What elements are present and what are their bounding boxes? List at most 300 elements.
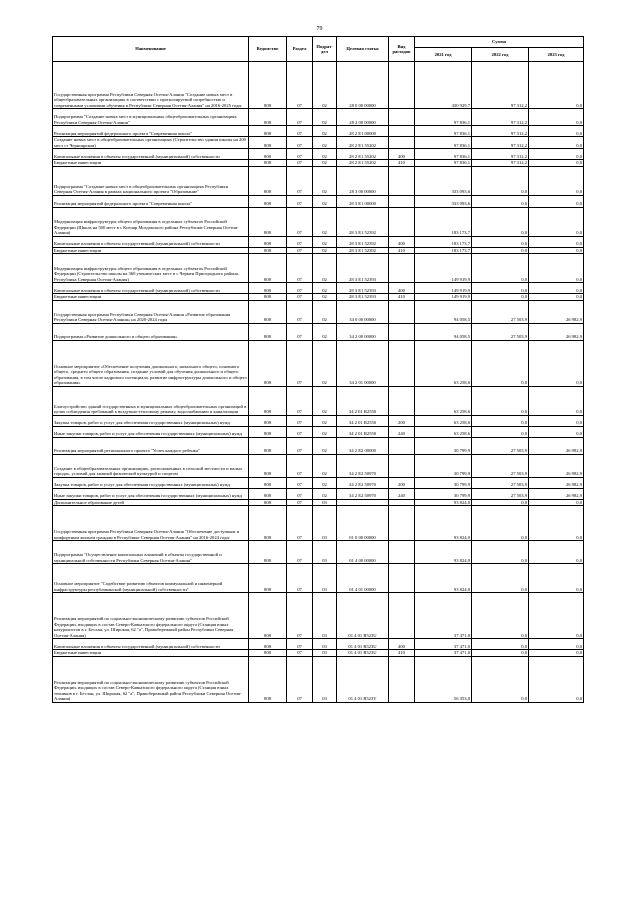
cell-2021: 97 836,1: [415, 149, 472, 160]
cell-podrazdel: 03: [313, 639, 337, 650]
cell-name: Государственная программа Республики Северная Осетия-Алания "Обеспечение доступным и комфортным жильем граждан в Республике Северная Осетия-Алания" на 2016-2024 годы: [53, 506, 249, 541]
cell-2022: 27 503,9: [472, 454, 529, 477]
cell-2023: 0,0: [529, 236, 584, 247]
cell-target-article: 34 2 01 00000: [337, 340, 389, 386]
cell-expense-type: [389, 300, 415, 323]
cell-razdel: 07: [287, 437, 313, 454]
cell-2022: 0,0: [472, 247, 529, 254]
cell-2023: 0,0: [529, 499, 584, 506]
cell-razdel: 07: [287, 236, 313, 247]
cell-expense-type: [389, 340, 415, 386]
cell-expense-type: 200: [389, 477, 415, 488]
cell-razdel: 07: [287, 323, 313, 340]
cell-2023: 26 982,9: [529, 477, 584, 488]
table-row: [53, 323, 584, 340]
cell-podrazdel: 03: [313, 541, 337, 564]
cell-razdel: 07: [287, 195, 313, 207]
header-expense-type: Вид расходов: [389, 37, 415, 62]
cell-2021: 94 058,5: [415, 323, 472, 340]
header-summa: Сумма: [415, 37, 584, 48]
cell-2023: 0,0: [529, 639, 584, 650]
cell-vedomstvo: 808: [249, 639, 287, 650]
cell-razdel: 07: [287, 426, 313, 437]
header-target-article: Целевая статья: [337, 37, 389, 62]
cell-2023: 0,0: [529, 109, 584, 126]
table-row: [53, 236, 584, 247]
cell-vedomstvo: 808: [249, 236, 287, 247]
cell-podrazdel: 02: [313, 437, 337, 454]
cell-target-article: 34 2 01 R2550: [337, 386, 389, 415]
cell-2023: 0,0: [529, 340, 584, 386]
cell-name: Дополнительное образование детей: [53, 499, 249, 506]
cell-2021: 30 799,9: [415, 437, 472, 454]
table-row: [53, 386, 584, 415]
cell-expense-type: [389, 454, 415, 477]
cell-2022: 0,0: [472, 426, 529, 437]
cell-name: Бюджетные инвестиции: [53, 650, 249, 657]
cell-name: Подпрограмма "Создание новых мест в общеобразовательных организациях Республики Северная Осетия-Алания в рамках национального проекта "Образование": [53, 166, 249, 195]
cell-2023: 26 982,9: [529, 488, 584, 499]
cell-razdel: 07: [287, 109, 313, 126]
cell-2022: 0,0: [472, 506, 529, 541]
cell-vedomstvo: 808: [249, 195, 287, 207]
cell-2021: 93 824,0: [415, 541, 472, 564]
table-row: [53, 166, 584, 195]
cell-target-article: 28 3 E1 52393: [337, 294, 389, 301]
cell-target-article: 34 0 00 00000: [337, 300, 389, 323]
cell-target-article: 34 2 E2 50970: [337, 477, 389, 488]
cell-2022: 0,0: [472, 415, 529, 426]
cell-name: Бюджетные инвестиции: [53, 160, 249, 167]
cell-2023: 0,0: [529, 160, 584, 167]
cell-vedomstvo: 808: [249, 386, 287, 415]
cell-target-article: 28 2 E1 55202: [337, 160, 389, 167]
table-row: [53, 340, 584, 386]
cell-razdel: 07: [287, 137, 313, 149]
cell-2022: 27 503,9: [472, 437, 529, 454]
cell-2023: 0,0: [529, 564, 584, 593]
cell-2023: 0,0: [529, 207, 584, 236]
table-row: [53, 506, 584, 541]
cell-expense-type: [389, 109, 415, 126]
table-row: [53, 656, 584, 702]
cell-expense-type: 200: [389, 415, 415, 426]
cell-2022: 0,0: [472, 386, 529, 415]
cell-2022: 97 312,2: [472, 149, 529, 160]
cell-2023: 0,0: [529, 386, 584, 415]
cell-vedomstvo: 808: [249, 300, 287, 323]
cell-name: Подпрограмма «Развитие дошкольного и общего образования»: [53, 323, 249, 340]
cell-name: Реализация мероприятий федерального проекта "Современная школа": [53, 195, 249, 207]
cell-vedomstvo: 808: [249, 109, 287, 126]
cell-expense-type: [389, 195, 415, 207]
cell-podrazdel: 03: [313, 564, 337, 593]
cell-razdel: 07: [287, 126, 313, 137]
cell-target-article: 34 2 01 R2550: [337, 415, 389, 426]
cell-razdel: 07: [287, 564, 313, 593]
cell-vedomstvo: 808: [249, 149, 287, 160]
cell-vedomstvo: 808: [249, 593, 287, 639]
cell-podrazdel: 02: [313, 62, 337, 109]
cell-name: Реализация мероприятий по социально-экономическому развитию субъектов Российской Федерации, входящих в состав Северо-Кавказского федерального округа (Станция юных техников в г. Беслан, ул. Широкая, 62 "а", Правобережный район Республики Северная Осетия-Алания): [53, 656, 249, 702]
cell-podrazdel: 02: [313, 236, 337, 247]
cell-vedomstvo: 808: [249, 207, 287, 236]
cell-target-article: 28 2 E1 55202: [337, 149, 389, 160]
cell-2021: 149 919,9: [415, 283, 472, 294]
cell-vedomstvo: 808: [249, 283, 287, 294]
table-row: [53, 593, 584, 639]
cell-razdel: 07: [287, 415, 313, 426]
cell-target-article: 01 0 00 00000: [337, 506, 389, 541]
cell-name: Государственная программа Республики Северная Осетия-Алания "Создание новых мест в общеобразовательных организациях в соответствии с прогнозируемой потребностью и современными условиями обучения в Республике Северная Осетия-Алания" на 2016-2025 годы: [53, 62, 249, 109]
cell-target-article: 01 4 01 00000: [337, 564, 389, 593]
cell-podrazdel: 02: [313, 137, 337, 149]
cell-2022: 27 503,9: [472, 488, 529, 499]
cell-razdel: 07: [287, 593, 313, 639]
cell-2021: 37 471,0: [415, 593, 472, 639]
cell-2022: 0,0: [472, 564, 529, 593]
cell-2023: 26 982,9: [529, 300, 584, 323]
cell-vedomstvo: 808: [249, 137, 287, 149]
table-row: [53, 149, 584, 160]
page-number: 79: [316, 26, 323, 32]
cell-name: Капитальные вложения в объекты государственной (муниципальной) собственности: [53, 236, 249, 247]
cell-2023: 0,0: [529, 126, 584, 137]
cell-2021: 430 929,7: [415, 62, 472, 109]
cell-2023: 0,0: [529, 137, 584, 149]
cell-expense-type: 410: [389, 160, 415, 167]
table-row: [53, 109, 584, 126]
cell-razdel: 07: [287, 283, 313, 294]
cell-podrazdel: 03: [313, 650, 337, 657]
cell-vedomstvo: 808: [249, 415, 287, 426]
cell-podrazdel: 02: [313, 247, 337, 254]
cell-2021: 93 824,0: [415, 564, 472, 593]
cell-2023: 26 982,9: [529, 454, 584, 477]
cell-2023: 0,0: [529, 593, 584, 639]
cell-2022: 0,0: [472, 656, 529, 702]
cell-2023: 26 982,9: [529, 437, 584, 454]
cell-vedomstvo: 808: [249, 506, 287, 541]
cell-expense-type: 400: [389, 236, 415, 247]
cell-target-article: 34 2 00 00000: [337, 323, 389, 340]
cell-vedomstvo: 808: [249, 340, 287, 386]
cell-name: Создание новых мест в общеобразовательных организациях (Строительство здания школы на 200 мест ст Черноярская): [53, 137, 249, 149]
cell-2021: 93 824,0: [415, 499, 472, 506]
cell-2021: 97 836,1: [415, 137, 472, 149]
table-row: [53, 426, 584, 437]
cell-podrazdel: 03: [313, 593, 337, 639]
cell-expense-type: 410: [389, 650, 415, 657]
cell-razdel: 07: [287, 160, 313, 167]
cell-vedomstvo: 808: [249, 564, 287, 593]
cell-vedomstvo: 808: [249, 454, 287, 477]
cell-2023: 0,0: [529, 415, 584, 426]
cell-razdel: 07: [287, 149, 313, 160]
table-row: [53, 454, 584, 477]
cell-expense-type: [389, 126, 415, 137]
cell-2021: 333 093,6: [415, 166, 472, 195]
cell-podrazdel: 02: [313, 340, 337, 386]
cell-razdel: 07: [287, 247, 313, 254]
cell-razdel: 07: [287, 300, 313, 323]
cell-name: Капитальные вложения в объекты государственной (муниципальной) собственности: [53, 149, 249, 160]
cell-2023: 0,0: [529, 166, 584, 195]
cell-2021: 183 173,7: [415, 207, 472, 236]
table-row: [53, 639, 584, 650]
cell-2022: 0,0: [472, 541, 529, 564]
cell-expense-type: [389, 656, 415, 702]
cell-expense-type: 240: [389, 488, 415, 499]
cell-podrazdel: 02: [313, 126, 337, 137]
header-year-2021: 2021 год: [415, 48, 472, 62]
table-row: [53, 477, 584, 488]
cell-2022: 0,0: [472, 166, 529, 195]
cell-expense-type: [389, 541, 415, 564]
cell-razdel: 07: [287, 454, 313, 477]
cell-target-article: 28 0 00 00000: [337, 62, 389, 109]
cell-vedomstvo: 808: [249, 426, 287, 437]
header-year-2022: 2022 год: [472, 48, 529, 62]
cell-expense-type: [389, 564, 415, 593]
table-row: [53, 564, 584, 593]
cell-vedomstvo: 808: [249, 541, 287, 564]
cell-vedomstvo: 808: [249, 656, 287, 702]
cell-2023: 26 982,9: [529, 323, 584, 340]
cell-target-article: 01 4 00 00000: [337, 541, 389, 564]
cell-razdel: 07: [287, 254, 313, 283]
cell-name: Основное мероприятие «Обеспечение получения дошкольного, начального общего, основного общего, среднего общего образования, создание условий для обучения дошкольного и общего образования, в том числе кадрового потенциала, развитие инфраструктуры дошкольного и общего образования»: [53, 340, 249, 386]
cell-podrazdel: 02: [313, 254, 337, 283]
cell-target-article: 01 4 01 R523V: [337, 656, 389, 702]
cell-target-article: 01 4 01 R523U: [337, 650, 389, 657]
cell-razdel: 07: [287, 477, 313, 488]
cell-target-article: 28 3 00 00000: [337, 166, 389, 195]
cell-2021: 30 799,9: [415, 477, 472, 488]
cell-podrazdel: 02: [313, 477, 337, 488]
cell-podrazdel: 02: [313, 300, 337, 323]
cell-expense-type: 400: [389, 283, 415, 294]
cell-2022: 0,0: [472, 254, 529, 283]
cell-2022: 97 312,2: [472, 109, 529, 126]
cell-2022: 0,0: [472, 283, 529, 294]
cell-2023: 0,0: [529, 149, 584, 160]
cell-2023: 0,0: [529, 656, 584, 702]
cell-podrazdel: 02: [313, 323, 337, 340]
cell-razdel: 07: [287, 506, 313, 541]
cell-target-article: 28 3 E1 52392: [337, 207, 389, 236]
cell-2021: 97 836,1: [415, 160, 472, 167]
table-body: [53, 62, 584, 703]
cell-razdel: 07: [287, 340, 313, 386]
cell-2021: 63 258,6: [415, 415, 472, 426]
cell-razdel: 07: [287, 499, 313, 506]
cell-2023: 0,0: [529, 62, 584, 109]
cell-podrazdel: 02: [313, 386, 337, 415]
cell-podrazdel: 02: [313, 294, 337, 301]
table-row: [53, 541, 584, 564]
cell-name: Создание в общеобразовательных организациях, расположенных в сельской местности и малых городах, условий для занятий физической культурой и спортом: [53, 454, 249, 477]
cell-vedomstvo: 808: [249, 160, 287, 167]
budget-table: [52, 36, 584, 703]
cell-podrazdel: 02: [313, 488, 337, 499]
table-row: [53, 62, 584, 109]
header-razdel: Раздел: [287, 37, 313, 62]
cell-vedomstvo: 808: [249, 254, 287, 283]
cell-vedomstvo: 808: [249, 62, 287, 109]
cell-2022: 97 312,2: [472, 126, 529, 137]
cell-target-article: 28 3 E1 52392: [337, 247, 389, 254]
cell-razdel: 07: [287, 541, 313, 564]
cell-name: Государственная программа Республики Северная Осетия-Алания «Развитие образования Республики Северная Осетия-Алания» на 2020-2024 годы: [53, 300, 249, 323]
table-row: [53, 437, 584, 454]
cell-target-article: 28 3 E1 52393: [337, 283, 389, 294]
cell-2022: 97 312,2: [472, 137, 529, 149]
cell-2021: 94 058,5: [415, 300, 472, 323]
cell-2022: 27 503,9: [472, 477, 529, 488]
cell-2023: 0,0: [529, 541, 584, 564]
cell-2021: 149 919,9: [415, 254, 472, 283]
cell-razdel: 07: [287, 62, 313, 109]
cell-2023: 0,0: [529, 195, 584, 207]
cell-2022: 27 503,9: [472, 323, 529, 340]
cell-2023: 0,0: [529, 294, 584, 301]
cell-podrazdel: 03: [313, 499, 337, 506]
cell-target-article: 34 2 E2 50970: [337, 454, 389, 477]
cell-2021: 183 173,7: [415, 236, 472, 247]
cell-vedomstvo: 808: [249, 166, 287, 195]
cell-vedomstvo: 808: [249, 437, 287, 454]
cell-podrazdel: 02: [313, 426, 337, 437]
cell-expense-type: [389, 386, 415, 415]
cell-razdel: 07: [287, 488, 313, 499]
cell-expense-type: [389, 62, 415, 109]
cell-expense-type: [389, 254, 415, 283]
cell-target-article: 28 2 00 00000: [337, 109, 389, 126]
cell-name: Капитальные вложения в объекты государственной (муниципальной) собственности: [53, 639, 249, 650]
cell-name: Капитальные вложения в объекты государственной (муниципальной) собственности: [53, 283, 249, 294]
cell-2022: 0,0: [472, 207, 529, 236]
cell-2021: 30 799,9: [415, 488, 472, 499]
cell-podrazdel: 02: [313, 207, 337, 236]
cell-expense-type: [389, 207, 415, 236]
cell-2022: 0,0: [472, 294, 529, 301]
cell-razdel: 07: [287, 166, 313, 195]
cell-target-article: 34 2 E2 50970: [337, 488, 389, 499]
cell-2023: 0,0: [529, 247, 584, 254]
cell-expense-type: [389, 166, 415, 195]
cell-vedomstvo: 808: [249, 294, 287, 301]
cell-expense-type: [389, 137, 415, 149]
cell-expense-type: 410: [389, 247, 415, 254]
cell-2023: 0,0: [529, 650, 584, 657]
cell-expense-type: [389, 593, 415, 639]
cell-2021: 37 471,0: [415, 639, 472, 650]
cell-name: Закупка товаров, работ и услуг для обеспечения государственных (муниципальных) нужд: [53, 477, 249, 488]
cell-vedomstvo: 808: [249, 499, 287, 506]
cell-2021: 30 799,9: [415, 454, 472, 477]
table-row: [53, 137, 584, 149]
cell-podrazdel: 02: [313, 166, 337, 195]
cell-razdel: 07: [287, 207, 313, 236]
cell-expense-type: 400: [389, 149, 415, 160]
cell-2023: 0,0: [529, 426, 584, 437]
cell-2021: 97 836,1: [415, 126, 472, 137]
cell-name: Реализация мероприятий федерального проекта "Современная школа": [53, 126, 249, 137]
cell-2021: 183 173,7: [415, 247, 472, 254]
table-row: [53, 415, 584, 426]
table-row: [53, 254, 584, 283]
table-row: [53, 126, 584, 137]
cell-name: Реализация мероприятий по социально-экономическому развитию субъектов Российской Федерации, входящих в состав Северо-Кавказского федерального округа (Станция юных натуралистов в г. Беслан, ул. Широкая, 62 "а", Правобережный район Республики Северная Осетия-Алания): [53, 593, 249, 639]
cell-2021: 149 919,9: [415, 294, 472, 301]
cell-podrazdel: 03: [313, 506, 337, 541]
cell-name: Бюджетные инвестиции: [53, 294, 249, 301]
cell-name: Подпрограмма "Осуществление капитальных вложений в объекты государственной и муниципальной собственности Республики Северная Осетия-Алания": [53, 541, 249, 564]
cell-expense-type: [389, 437, 415, 454]
cell-razdel: 07: [287, 650, 313, 657]
cell-name: Подпрограмма "Создание новых мест в муниципальных общеобразовательных организациях Республики Северная Осетия-Алания": [53, 109, 249, 126]
cell-name: Иные закупки товаров, работ и услуг для обеспечения государственных (муниципальных) нужд: [53, 488, 249, 499]
cell-razdel: 07: [287, 386, 313, 415]
cell-podrazdel: 02: [313, 454, 337, 477]
cell-name: Модернизация инфраструктуры общего образования в отдельных субъектах Российской Федерации (Строительство школы на 360 ученических мест в с Чермен Пригородного района, Республика Северная Осетия-Алания): [53, 254, 249, 283]
cell-2021: 63 258,6: [415, 426, 472, 437]
cell-name: Иные закупки товаров, работ и услуг для обеспечения государственных (муниципальных) нужд: [53, 426, 249, 437]
cell-2022: 0,0: [472, 593, 529, 639]
cell-expense-type: 410: [389, 294, 415, 301]
cell-podrazdel: 02: [313, 283, 337, 294]
cell-2021: 333 093,6: [415, 195, 472, 207]
cell-podrazdel: 02: [313, 109, 337, 126]
cell-name: Бюджетные инвестиции: [53, 247, 249, 254]
cell-target-article: 28 3 E1 52393: [337, 254, 389, 283]
header-year-2023: 2023 год: [529, 48, 584, 62]
cell-vedomstvo: 808: [249, 247, 287, 254]
cell-name: Основное мероприятие "Содействие развитию объектов коммунальной и инженерной инфраструктуры республиканской (муниципальной) собственности": [53, 564, 249, 593]
cell-2022: 0,0: [472, 499, 529, 506]
cell-target-article: 01 4 01 R523U: [337, 593, 389, 639]
cell-podrazdel: 02: [313, 160, 337, 167]
header-vedomstvo: Ведомство: [249, 37, 287, 62]
cell-expense-type: 240: [389, 426, 415, 437]
cell-podrazdel: 02: [313, 415, 337, 426]
cell-2021: 63 258,6: [415, 386, 472, 415]
cell-2022: 0,0: [472, 236, 529, 247]
cell-name: Модернизация инфраструктуры общего образования в отдельных субъектах Российской Федерации (Школа на 500 мест в с Кизляр Моздокского района Республики Северная Осетия-Алания): [53, 207, 249, 236]
cell-razdel: 07: [287, 639, 313, 650]
cell-podrazdel: 03: [313, 656, 337, 702]
cell-vedomstvo: 808: [249, 477, 287, 488]
table-row: [53, 300, 584, 323]
cell-2022: 0,0: [472, 639, 529, 650]
cell-2021: 97 836,1: [415, 109, 472, 126]
cell-vedomstvo: 808: [249, 488, 287, 499]
cell-razdel: 07: [287, 656, 313, 702]
cell-2022: 0,0: [472, 195, 529, 207]
cell-expense-type: [389, 323, 415, 340]
cell-2022: 0,0: [472, 340, 529, 386]
table-row: [53, 195, 584, 207]
cell-2023: 0,0: [529, 283, 584, 294]
table-row: [53, 283, 584, 294]
cell-2021: 37 471,0: [415, 650, 472, 657]
cell-2021: 63 258,6: [415, 340, 472, 386]
cell-vedomstvo: 808: [249, 323, 287, 340]
cell-expense-type: [389, 506, 415, 541]
cell-2022: 97 312,2: [472, 160, 529, 167]
header-podrazdel: Подраз-дел: [313, 37, 337, 62]
